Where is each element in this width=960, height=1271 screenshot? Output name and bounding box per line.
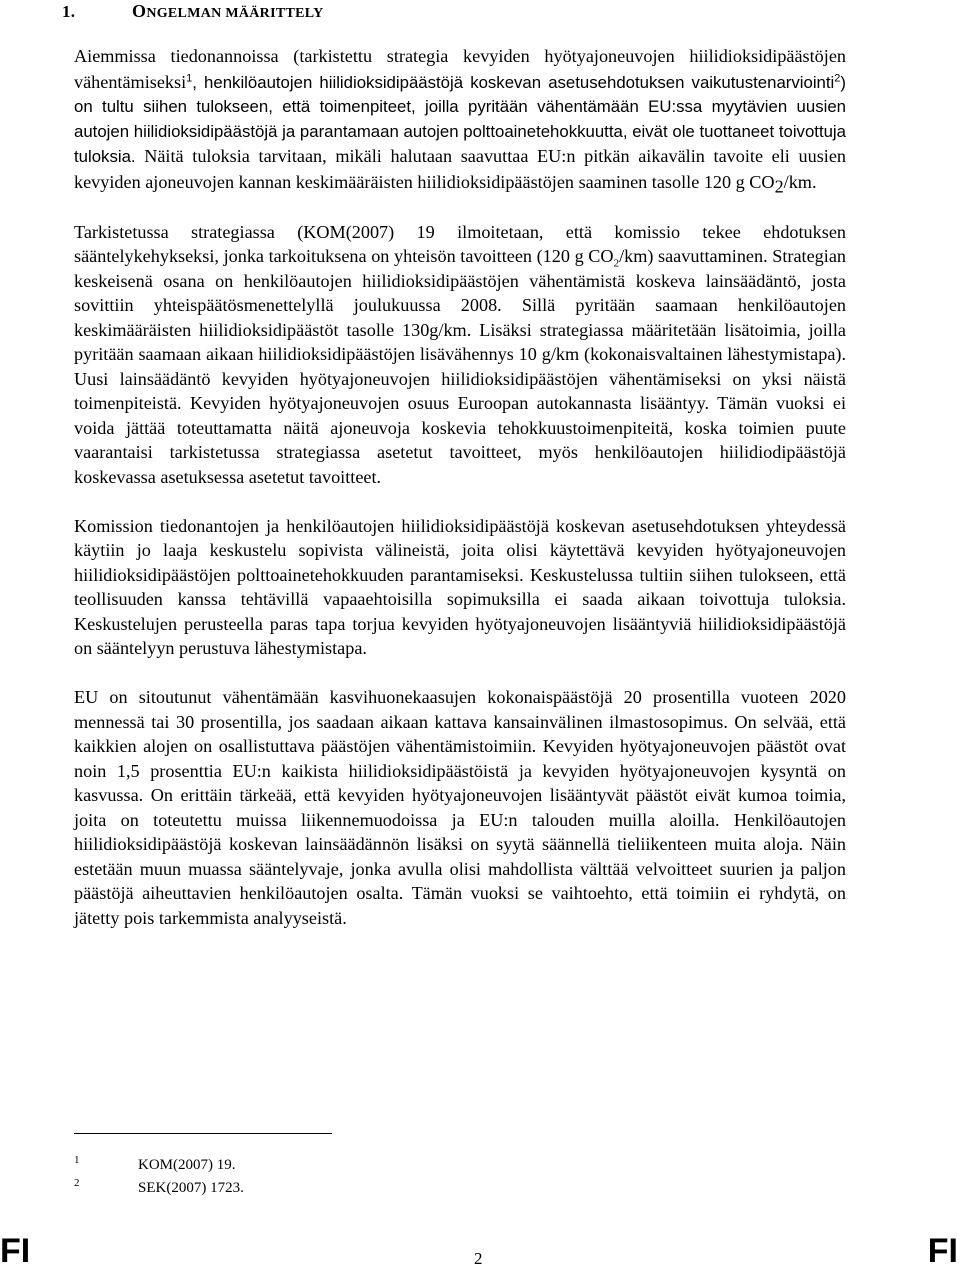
footnote-ref-1: 1	[186, 71, 193, 84]
language-code-left: FI	[0, 1232, 31, 1270]
paragraph-4: EU on sitoutunut vähentämään kasvihuonekaasujen kokonaispäästöjä 20 prosentilla vuoteen 2020 mennessä tai 30 prosentilla, jos saadaan aikaan kattava kansainvälinen ilmastosopimus. On selvää, että kaikkien alojen on osallistuttava päästöjen vähentämistoimiin. Kevyiden hyötyajoneuvojen päästöt ovat noin 1,5 prosenttia EU:n kaikista hiilidioksidipäästöistä ja kevyiden hyötyajoneuvojen kysyntä on kasvussa. On erittäin tärkeää, että kevyiden hyötyajoneuvojen lisääntyvät päästöt eivät kumoa toimia, joita on toteutettu muissa liikennemuodoissa ja EU:n talouden muilla aloilla. Henkilöautojen hiilidioksidipäästöjä koskevan lainsäädännön lisäksi on syytä säännellä tieliikenteen muita aloja. Näin estetään muun muassa sääntelyvaje, jonka avulla olisi mahdollista välttää velvoitteet suurien ja paljon päästöjä aiheuttavien henkilöautojen osalta. Tämän vuoksi se vaihtoehto, että toimiin ei ryhdytä, on jätetty pois tarkemmista analyyseistä.	[74, 687, 846, 928]
section-title-rest: NGELMAN MÄÄRITTELY	[146, 6, 324, 21]
paragraph-1-part-2: , henkilöautojen hiilidioksidipäästöjä koskevan asetusehdotuksen vaikutustenarviointi	[192, 72, 835, 92]
footnote-1-mark: 1	[74, 1154, 80, 1166]
document-body	[74, 44, 846, 955]
paragraph-2-part-2: /km) saavuttaminen. Strategian keskeisenä osana on henkilöautojen hiilidioksidipäästöjen vähentämistä koskeva lainsäädäntö, josta sovittiin yhteispäätösmenettelyllä joulukuussa 2008. Sillä pyritään saamaan henkilöautojen keskimääräisten hiilidioksidipäästöt tasolle 130g/km. Lisäksi strategiassa määritetään lisätoimia, joilla pyritään saamaan aikaan hiilidioksidipäästöjen lisävähennys 10 g/km (kokonaisvaltainen lähestymistapa). Uusi lainsäädäntö kevyiden hyötyajoneuvojen hiilidioksidipäästöjen vähentämiseksi on yksi näistä toimenpiteistä. Kevyiden hyötyajoneuvojen osuus Euroopan autokannasta lisääntyy. Tämän vuoksi ei voida jättää toteuttamatta näitä ajoneuvoja koskevia tehokkuustoimenpiteitä, koska toimien puute vaarantaisi tarkistetussa strategiassa asetetut tavoitteet, myös henkilöautojen hiilidiodipäästöjä koskevassa asetuksessa asetetut tavoitteet.	[74, 246, 846, 487]
paragraph-1	[74, 44, 846, 195]
footnote-separator	[74, 1133, 332, 1134]
footnote-ref-2: 2	[834, 71, 841, 84]
paragraph-2-part-1: Tarkistetussa strategiassa (KOM(2007) 19 ilmoitetaan, että komissio tekee ehdotuksen sääntelykehykseksi, jonka tarkoituksena on yhteisön tavoitteen (120 g CO	[74, 221, 846, 266]
page-number: 2	[474, 1249, 483, 1268]
co2-subscript: 2	[774, 175, 784, 196]
section-number: 1.	[62, 2, 76, 21]
co2-subscript: 2	[613, 257, 620, 270]
paragraph-1-part-3: ) on tultu siihen tulokseen, että toimenpiteet, joilla pyritään vähentämään EU:ssa myytävien uusien autojen hiilidioksidipäästöjä ja parantamaan autojen polttoainetehokkuutta, eivät ole tuottaneet toivottuja tuloksia.	[74, 72, 846, 166]
section-title-initial: O	[132, 1, 147, 21]
language-code-right: FI	[927, 1232, 958, 1270]
paragraph-1-part-4: Näitä tuloksia tarvitaan, mikäli halutaan saavuttaa EU:n pitkän aikavälin tavoite eli uusien kevyiden ajoneuvojen kannan keskimääräisten hiilidioksidipäästöjen saaminen tasolle 120 g CO	[74, 146, 846, 192]
paragraph-3: Komission tiedonantojen ja henkilöautojen hiilidioksidipäästöjä koskevan asetusehdotuksen yhteydessä käytiin jo laaja keskustelu sopivista välineistä, joita olisi käytettävä kevyiden hyötyajoneuvojen hiilidioksidipäästöjen polttoainetehokkuuden parantamiseksi. Keskustelussa tultiin siihen tulokseen, että teollisuuden kanssa tehtävillä vapaaehtoisilla sopimuksilla ei saada aikaan toivottuja tuloksia. Keskustelujen perusteella paras tapa torjua kevyiden hyötyajoneuvojen lisääntyviä hiilidioksidipäästöjä on sääntelyyn perustuva lähestymistapa.	[74, 515, 846, 658]
footnote-2-text: SEK(2007) 1723.	[138, 1180, 244, 1196]
footnote-2-mark: 2	[74, 1177, 80, 1189]
paragraph-1-part-1: Aiemmissa tiedonannoissa (tarkistettu strategia kevyiden hyötyajoneuvojen hiilidioksidipäästöjen vähentämiseksi	[74, 46, 846, 92]
section-heading	[62, 1, 324, 22]
paragraph-2	[74, 220, 846, 490]
paragraph-1-part-5: /km.	[783, 171, 817, 192]
footnote-1-text: KOM(2007) 19.	[138, 1157, 236, 1173]
